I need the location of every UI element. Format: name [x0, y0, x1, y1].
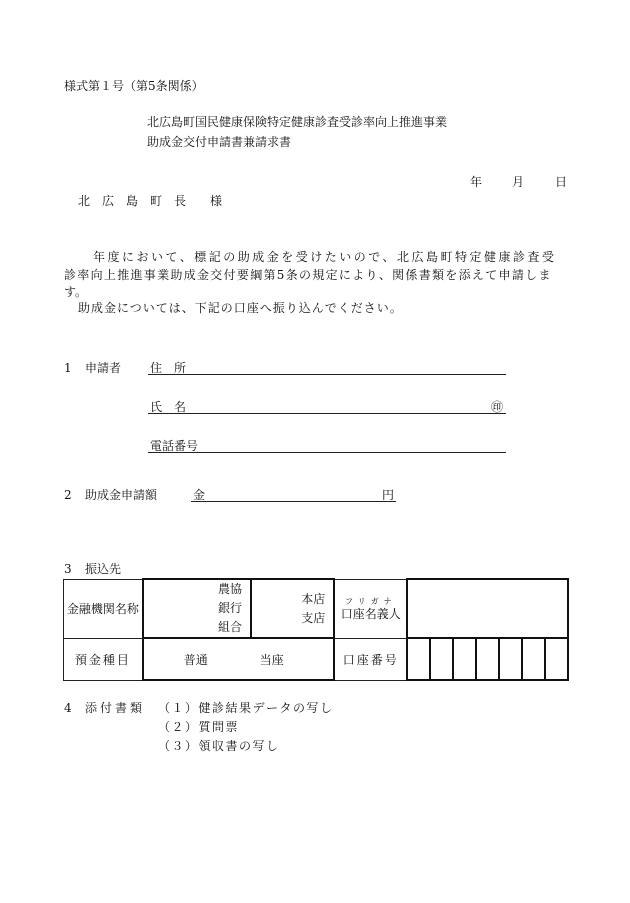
seal-mark: ㊞ — [491, 400, 504, 414]
applicant-number: 1 — [64, 361, 72, 375]
amount-prefix: 金 — [193, 488, 206, 502]
attachment-item: （３）領収書の写し — [158, 739, 280, 753]
amount-number: 2 — [64, 488, 72, 502]
bank-type-ginko: 銀行 — [217, 601, 242, 615]
body-line-2: 診率向上推進事業助成金交付要綱第5条の規定により、関係書類を添えて申請しま — [64, 268, 552, 282]
bank-type-cell[interactable] — [143, 579, 251, 638]
holder-label: 口座名義人 — [340, 606, 401, 621]
account-number-label: 口座番号 — [334, 638, 407, 680]
deposit-type-label: 預金種目 — [64, 638, 143, 680]
body-line-4: 助成金については、下記の口座へ振り込んでください。 — [78, 301, 403, 315]
amount-line[interactable] — [191, 501, 396, 502]
attachment-item: （２）質問票 — [158, 720, 240, 734]
address-label: 住 所 — [150, 361, 187, 375]
branch-type-honten: 本店 — [301, 591, 326, 606]
date-day: 日 — [555, 175, 568, 189]
account-digit[interactable] — [476, 638, 499, 680]
attachments-label: 添付書類 — [85, 701, 146, 715]
bank-type-nokyo: 農協 — [217, 582, 242, 596]
deposit-ordinary: 普通 — [183, 652, 208, 667]
applicant-label: 申請者 — [85, 361, 122, 375]
account-digit[interactable] — [545, 638, 568, 680]
deposit-current: 当座 — [259, 652, 284, 667]
transfer-label: 振込先 — [85, 562, 122, 576]
bank-type-kumiai: 組合 — [217, 620, 242, 634]
name-line[interactable] — [148, 413, 506, 414]
title-line-2: 助成金交付申請書兼請求書 — [147, 135, 292, 149]
address-line[interactable] — [148, 374, 506, 375]
body-line-1: 年度において、標記の助成金を受けたいので、北広島町特定健康診査受 — [64, 250, 557, 264]
date-year: 年 — [470, 175, 483, 189]
holder-name-cell[interactable] — [407, 579, 568, 638]
phone-line[interactable] — [148, 452, 506, 453]
account-digit[interactable] — [407, 638, 430, 680]
deposit-type-cell[interactable] — [143, 638, 334, 680]
account-digit[interactable] — [453, 638, 476, 680]
amount-unit: 円 — [382, 488, 395, 502]
attachment-item: （１）健診結果データの写し — [158, 701, 334, 715]
account-digit[interactable] — [430, 638, 453, 680]
addressee: 北 広 島 町 長 様 — [78, 194, 223, 208]
transfer-number: 3 — [64, 562, 72, 576]
phone-label: 電話番号 — [150, 439, 199, 453]
account-digit[interactable] — [499, 638, 522, 680]
body-line-3: す。 — [64, 285, 88, 299]
form-label: 様式第１号（第5条関係） — [64, 79, 204, 93]
title-line-1: 北広島町国民健康保険特定健康診査受診率向上推進事業 — [147, 115, 448, 129]
transfer-table — [63, 578, 569, 681]
holder-furigana: フリガナ — [344, 596, 397, 606]
branch-type-shiten: 支店 — [301, 610, 326, 625]
date-month: 月 — [512, 175, 525, 189]
name-label: 氏 名 — [150, 400, 187, 414]
attachments-number: 4 — [64, 701, 72, 715]
amount-label: 助成金申請額 — [85, 488, 158, 502]
holder-label-cell — [334, 579, 407, 638]
account-digit[interactable] — [522, 638, 545, 680]
bank-name-label: 金融機関名称 — [64, 579, 143, 638]
branch-type-cell[interactable] — [251, 579, 334, 638]
